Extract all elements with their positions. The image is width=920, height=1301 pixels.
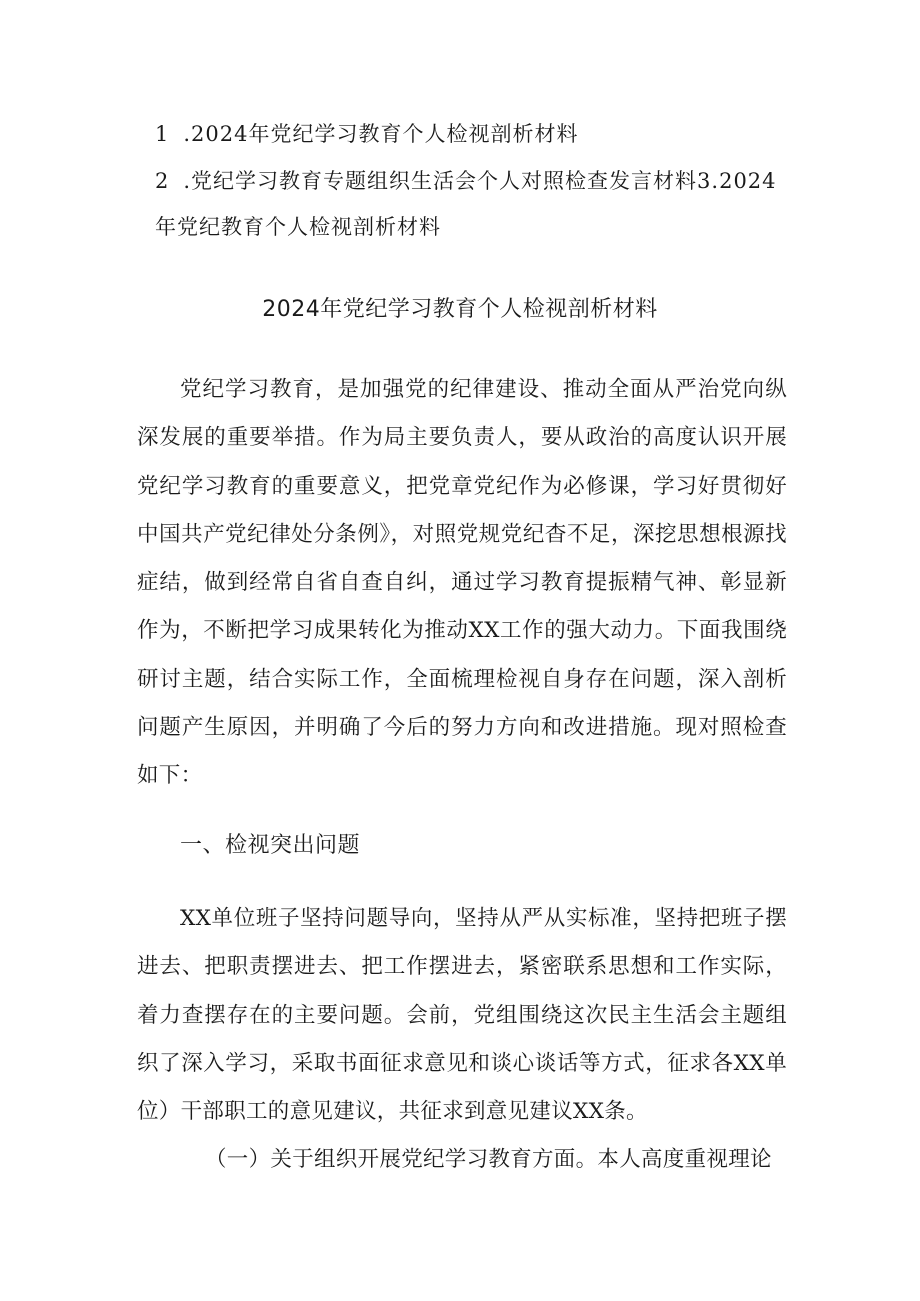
section-1-heading: 一、检视突出问题 — [180, 833, 361, 858]
toc-item-3[interactable] — [155, 211, 441, 241]
section-1-body: XX单位班子坚持问题导向，坚持从严从实标准，坚持把班子摆进去、把职责摆进去、把工作摆进去，紧密联系思想和工作实际，着力查摆存在的主要问题。会前，党组围绕这次民主生活会主题组织了深入学习，采取书面征求意见和谈心谈话等方式，征求各XX单位）干部职工的意见建议，共征求到意见建议XX条。 — [137, 906, 787, 1125]
document-title: 2024年党纪学习教育个人检视剖析材料 — [262, 297, 658, 322]
toc-item-1[interactable] — [155, 118, 579, 148]
toc-item-1-text: .2024年党纪学习教育个人检视剖析材料 — [183, 122, 579, 146]
intro-paragraph: 党纪学习教育，是加强党的纪律建设、推动全面从严治党向纵深发展的重要举措。作为局主要负责人，要从政治的高度认识开展党纪学习教育的重要意义，把党章党纪作为必修课，学习好贯彻好中国共产党纪律处分条例》，对照党规党纪杳不足，深挖思想根源找症结，做到经常自省自查自纠，通过学习教育提振精气神、彰显新作为，不断把学习成果转化为推动XX工作的强大动力。下面我围绕研讨主题，结合实际工作，全面梳理检视自身存在问题，深入剖析问题产生原因，并明确了今后的努力方向和改进措施。现对照检查如下： — [137, 377, 787, 789]
toc-item-2[interactable] — [155, 165, 777, 195]
toc-item-1-number: 1 — [155, 122, 170, 146]
subsection-1-heading: （一）关于组织开展党纪学习教育方面。本人高度重视理论 — [205, 1147, 772, 1172]
toc-item-2-continuation: 年党纪教育个人检视剖析材料 — [155, 215, 441, 239]
toc-item-2-text: .党纪学习教育专题组织生活会个人对照检查发言材料3.2024 — [183, 169, 777, 193]
toc-item-2-number: 2 — [155, 169, 170, 193]
